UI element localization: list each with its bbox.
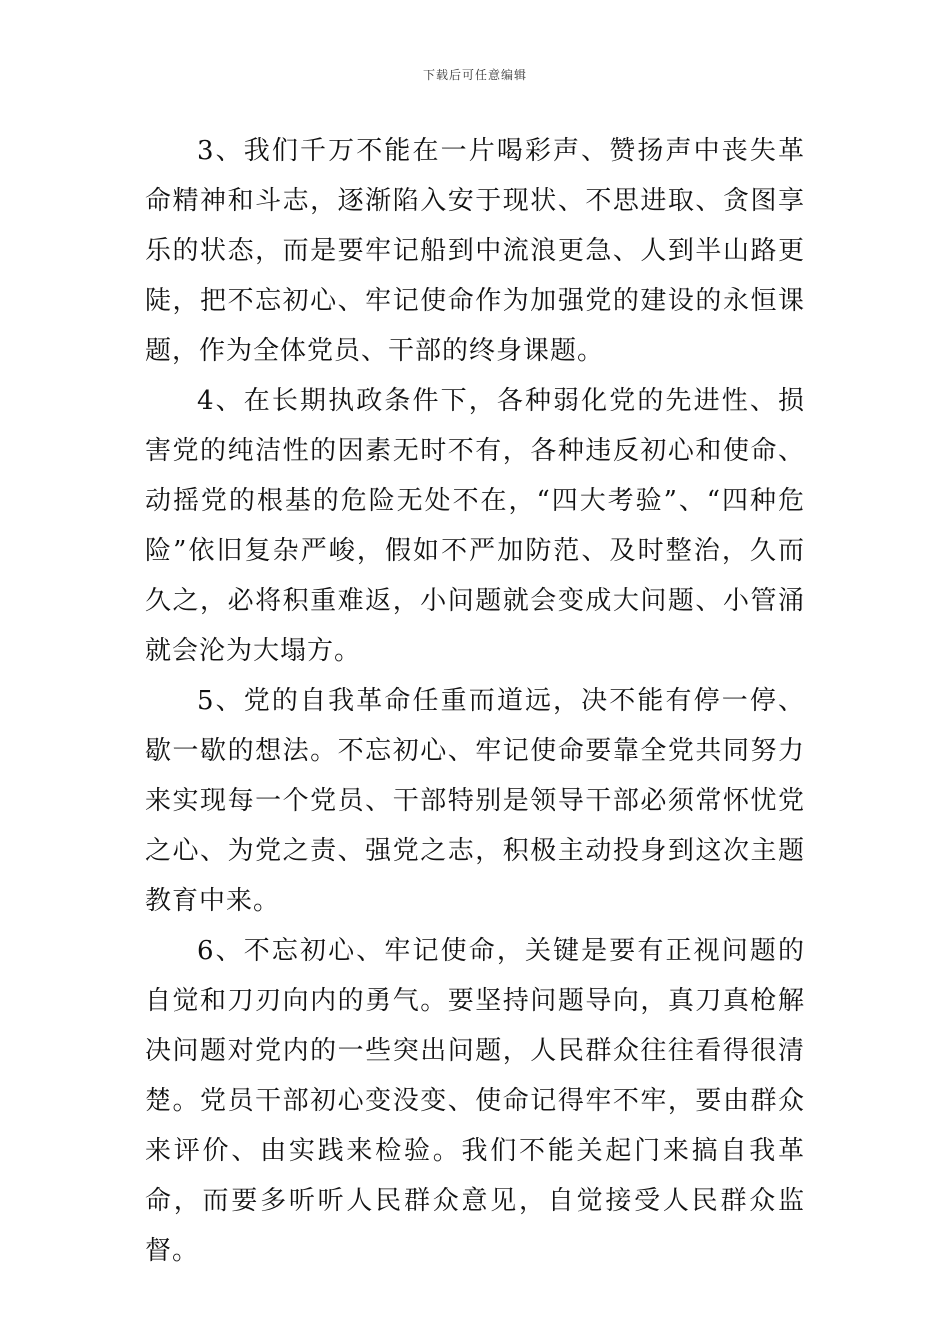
document-body xyxy=(145,126,805,1276)
paragraph-5: 5、党的自我革命任重而道远，决不能有停一停、歇一歇的想法。不忘初心、牢记使命要靠全党共同努力来实现每一个党员、干部特别是领导干部必须常怀忧党之心、为党之责、强党之志，积极主动投身到这次主题教育中来。 xyxy=(145,686,805,916)
paragraph-6: 6、不忘初心、牢记使命，关键是要有正视问题的自觉和刀刃向内的勇气。要坚持问题导向，真刀真枪解决问题对党内的一些突出问题，人民群众往往看得很清楚。党员干部初心变没变、使命记得牢不牢，要由群众来评价、由实践来检验。我们不能关起门来搞自我革命，而要多听听人民群众意见，自觉接受人民群众监督。 xyxy=(145,936,805,1266)
paragraph-4: 4、在长期执政条件下，各种弱化党的先进性、损害党的纯洁性的因素无时不有，各种违反初心和使命、动摇党的根基的危险无处不在，“四大考验”、“四种危险”依旧复杂严峻，假如不严加防范、及时整治，久而久之，必将积重难返，小问题就会变成大问题、小管涌就会沦为大塌方。 xyxy=(145,386,805,666)
page-header-note: 下载后可任意编辑 xyxy=(422,68,527,82)
paragraph-3: 3、我们千万不能在一片喝彩声、赞扬声中丧失革命精神和斗志，逐渐陷入安于现状、不思进取、贪图享乐的状态，而是要牢记船到中流浪更急、人到半山路更陡，把不忘初心、牢记使命作为加强党的建设的永恒课题，作为全体党员、干部的终身课题。 xyxy=(145,136,805,366)
